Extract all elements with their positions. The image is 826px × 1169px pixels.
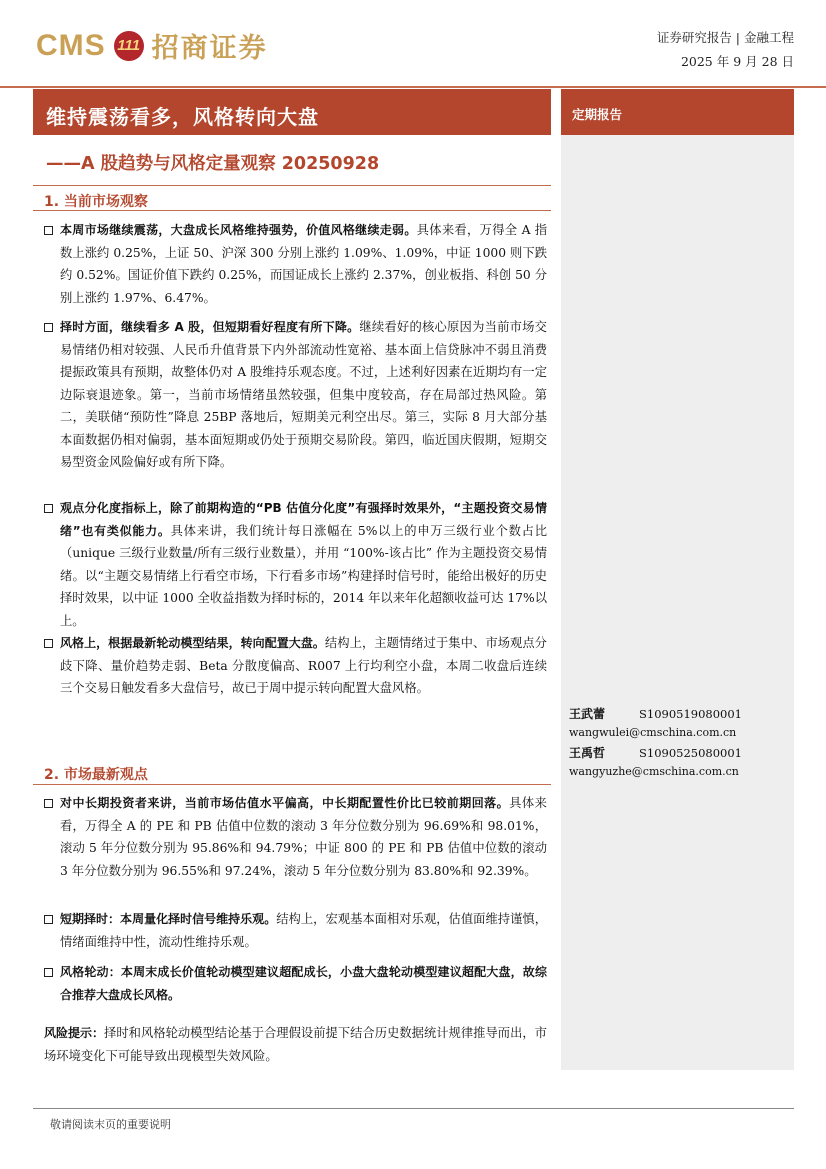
report-type: 证券研究报告 | 金融工程 bbox=[656, 30, 794, 45]
header-divider bbox=[0, 86, 826, 88]
report-title: 维持震荡看多，风格转向大盘 bbox=[46, 105, 319, 129]
section-heading-1: 1. 当前市场观察 bbox=[44, 194, 148, 210]
checkbox-bullet-icon bbox=[44, 323, 53, 332]
subtitle-divider bbox=[33, 185, 551, 186]
footer-divider bbox=[33, 1108, 794, 1109]
checkbox-bullet-icon bbox=[44, 504, 53, 513]
risk-text: 择时和风格轮动模型结论基于合理假设前提下结合历史数据统计规律推导而出，市场环境变化下可能导致出现模型失效风险。 bbox=[44, 1026, 547, 1063]
analyst-name: 王禹哲 bbox=[569, 746, 606, 760]
checkbox-bullet-icon bbox=[44, 639, 53, 648]
analyst-code: S1090519080001 bbox=[639, 707, 742, 721]
report-subtitle: ——A 股趋势与风格定量观察 20250928 bbox=[46, 154, 380, 174]
bullet-lead: 择时方面，继续看多 A 股，但短期看好程度有所下降。 bbox=[60, 320, 360, 334]
section-divider bbox=[33, 210, 551, 211]
bullet-text: 结构上，主题情绪过于集中、市场观点分歧下降、量价趋势走弱、Beta 分散度偏高、R007 上行均利空小盘，本周二收盘后连续三个交易日触发看多大盘信号，故已于周中提示转向配置大盘风格。 bbox=[60, 636, 547, 695]
sidebar-panel bbox=[561, 89, 794, 1070]
bullet-item bbox=[44, 219, 547, 309]
bullet-lead: 本周市场继续震荡，大盘成长风格维持强势，价值风格继续走弱。 bbox=[60, 223, 417, 237]
bullet-item bbox=[44, 497, 547, 632]
bullet-item bbox=[44, 316, 547, 474]
analyst-code: S1090525080001 bbox=[639, 746, 742, 760]
analyst-1 bbox=[569, 705, 742, 739]
sidebar-label: 定期报告 bbox=[572, 107, 623, 122]
logo-mark-icon: 111 bbox=[114, 31, 144, 61]
risk-warning bbox=[44, 1022, 547, 1067]
bullet-text: 结构上，宏观基本面相对乐观，估值面维持谨慎，情绪面维持中性，流动性维持乐观。 bbox=[60, 912, 547, 949]
bullet-item bbox=[44, 792, 547, 882]
checkbox-bullet-icon bbox=[44, 799, 53, 808]
logo-latin: CMS bbox=[36, 28, 106, 62]
footer-note: 敬请阅读末页的重要说明 bbox=[50, 1118, 171, 1131]
company-logo bbox=[36, 26, 268, 65]
analyst-email[interactable]: wangyuzhe@cmschina.com.cn bbox=[569, 765, 739, 778]
section-divider bbox=[33, 784, 551, 785]
section-heading-2: 2. 市场最新观点 bbox=[44, 767, 148, 783]
bullet-text: 具体来讲，我们统计每日涨幅在 5%以上的申万三级行业个数占比（unique 三级行业数量/所有三级行业数量），并用 “100%-该占比” 作为主题投资交易情绪。以“主题交易情绪上行看空市场，下行看多市场”构建择时信号时，能给出极好的历史择时效果，以中证 1000 全收益指数为择时标的，2014 年以来年化超额收益可达 17%以上。 bbox=[60, 523, 547, 628]
analyst-name: 王武蕾 bbox=[569, 707, 606, 721]
bullet-item bbox=[44, 908, 547, 953]
analyst-email[interactable]: wangwulei@cmschina.com.cn bbox=[569, 726, 737, 739]
bullet-lead: 对中长期投资者来讲，当前市场估值水平偏高，中长期配置性价比已较前期回落。 bbox=[60, 796, 510, 810]
checkbox-bullet-icon bbox=[44, 915, 53, 924]
bullet-item bbox=[44, 961, 547, 1006]
risk-label: 风险提示： bbox=[44, 1026, 105, 1040]
bullet-text: ：本周末成长价值轮动模型建议超配成长，小盘大盘轮动模型建议超配大盘，故综合推荐大盘成长风格。 bbox=[60, 965, 547, 1002]
logo-chinese: 招商证券 bbox=[151, 33, 268, 64]
checkbox-bullet-icon bbox=[44, 226, 53, 235]
bullet-lead: 风格轮动 bbox=[60, 965, 109, 979]
checkbox-bullet-icon bbox=[44, 968, 53, 977]
analyst-2 bbox=[569, 744, 742, 778]
bullet-text: 具体来看，万得全 A 指数上涨约 0.25%，上证 50、沪深 300 分别上涨约 1.09%、1.09%，中证 1000 则下跌约 0.52%。国证价值下跌约 0.25%，而国证成长上涨约 2.37%，创业板指、科创 50 分别上涨约 1.97%、6.47%。 bbox=[60, 223, 547, 305]
header-meta bbox=[657, 26, 794, 74]
report-date: 2025 年 9 月 28 日 bbox=[680, 54, 794, 69]
bullet-lead: 风格上，根据最新轮动模型结果，转向配置大盘。 bbox=[60, 636, 325, 650]
bullet-text: 继续看好的核心原因为当前市场交易情绪仍相对较强、人民币升值背景下内外部流动性宽裕、基本面上信贷脉冲不弱且消费提振政策具有预期，故整体仍对 A 股维持乐观态度。不过，上述利好因素在近期均有一定边际衰退迹象。第一，当前市场情绪虽然较强，但集中度较高，存在局部过热风险。第二，美联储“预防性”降息 25BP 落地后，短期美元利空出尽。第三，实际 8 月大部分基本面数据仍相对偏弱，基本面短期或仍处于预期交易阶段。第四，临近国庆假期，短期交易型资金风险偏好或有所下降。 bbox=[60, 320, 547, 469]
bullet-item bbox=[44, 632, 547, 700]
bullet-lead: 观点分化度指标上，除了前期构造的“PB 估值分化度”有强择时效果外，“主题投资交易情绪”也有类似能力。 bbox=[60, 501, 547, 538]
bullet-lead: 短期择时：本周量化择时信号维持乐观。 bbox=[60, 912, 277, 926]
bullet-text: 具体来看，万得全 A 的 PE 和 PB 估值中位数的滚动 3 年分位数分别为 96.69%和 98.01%，滚动 5 年分位数分别为 95.86%和 94.79%；中证 800 的 PE 和 PB 估值中位数的滚动 3 年分位数分别为 96.55%和 97.24%，滚动 5 年分位数分别为 83.80%和 92.39%。 bbox=[60, 796, 547, 878]
